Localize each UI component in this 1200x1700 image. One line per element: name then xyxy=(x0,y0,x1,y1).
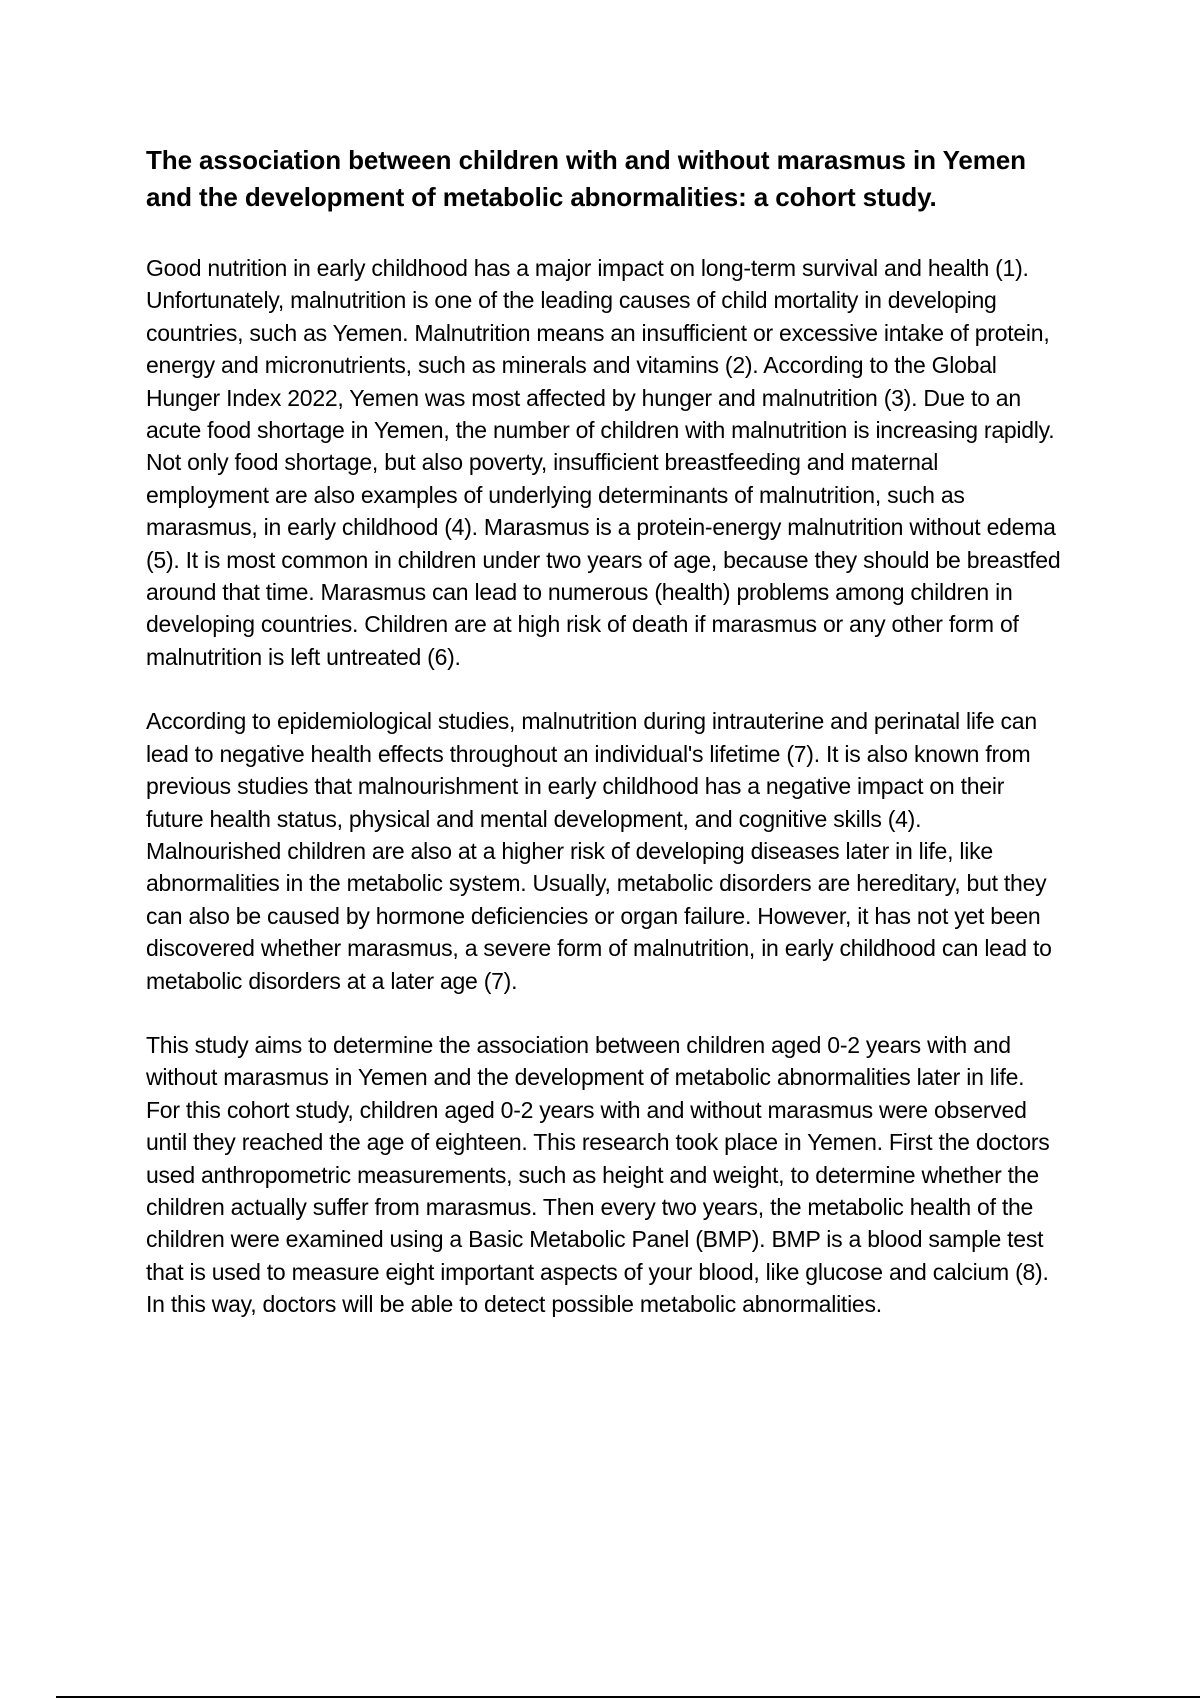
document-title: The association between children with and without marasmus in Yemen and the development of metabolic abnormalities: a cohort study. xyxy=(146,145,1026,212)
paragraph-background: According to epidemiological studies, malnutrition during intrauterine and perinatal life can lead to negative health effects throughout an individual's lifetime (7). It is also known from previous studies that malnourishment in early childhood has a negative impact on their future health status, physical and mental development, and cognitive skills (4). Malnourished children are also at a higher risk of developing diseases later in life, like abnormalities in the metabolic system. Usually, metabolic disorders are hereditary, but they can also be caused by hormone deficiencies or organ failure. However, it has not yet been discovered whether marasmus, a severe form of malnutrition, in early childhood can lead to metabolic disorders at a later age (7). xyxy=(146,708,1052,994)
document-body xyxy=(146,142,1062,1353)
paragraph-study-aim: This study aims to determine the association between children aged 0-2 years with and without marasmus in Yemen and the development of metabolic abnormalities later in life. For this cohort study, children aged 0-2 years with and without marasmus were observed until they reached the age of eighteen. This research took place in Yemen. First the doctors used anthropometric measurements, such as height and weight, to determine whether the children actually suffer from marasmus. Then every two years, the metabolic health of the children were examined using a Basic Metabolic Panel (BMP). BMP is a blood sample test that is used to measure eight important aspects of your blood, like glucose and calcium (8). In this way, doctors will be able to detect possible metabolic abnormalities. xyxy=(146,1031,1050,1318)
page-bottom-divider xyxy=(56,1696,1200,1698)
paragraph-introduction: Good nutrition in early childhood has a major impact on long-term survival and health (1). Unfortunately, malnutrition is one of the leading causes of child mortality in developing countries, such as Yemen. Malnutrition means an insufficient or excessive intake of protein, energy and micronutrients, such as minerals and vitamins (2). According to the Global Hunger Index 2022, Yemen was most affected by hunger and malnutrition (3). Due to an acute food shortage in Yemen, the number of children with malnutrition is increasing rapidly. Not only food shortage, but also poverty, insufficient breastfeeding and maternal employment are also examples of underlying determinants of malnutrition, such as marasmus, in early childhood (4). Marasmus is a protein-energy malnutrition without edema (5). It is most common in children under two years of age, because they should be breastfed around that time. Marasmus can lead to numerous (health) problems among children in developing countries. Children are at high risk of death if marasmus or any other form of malnutrition is left untreated (6). xyxy=(146,255,1061,670)
